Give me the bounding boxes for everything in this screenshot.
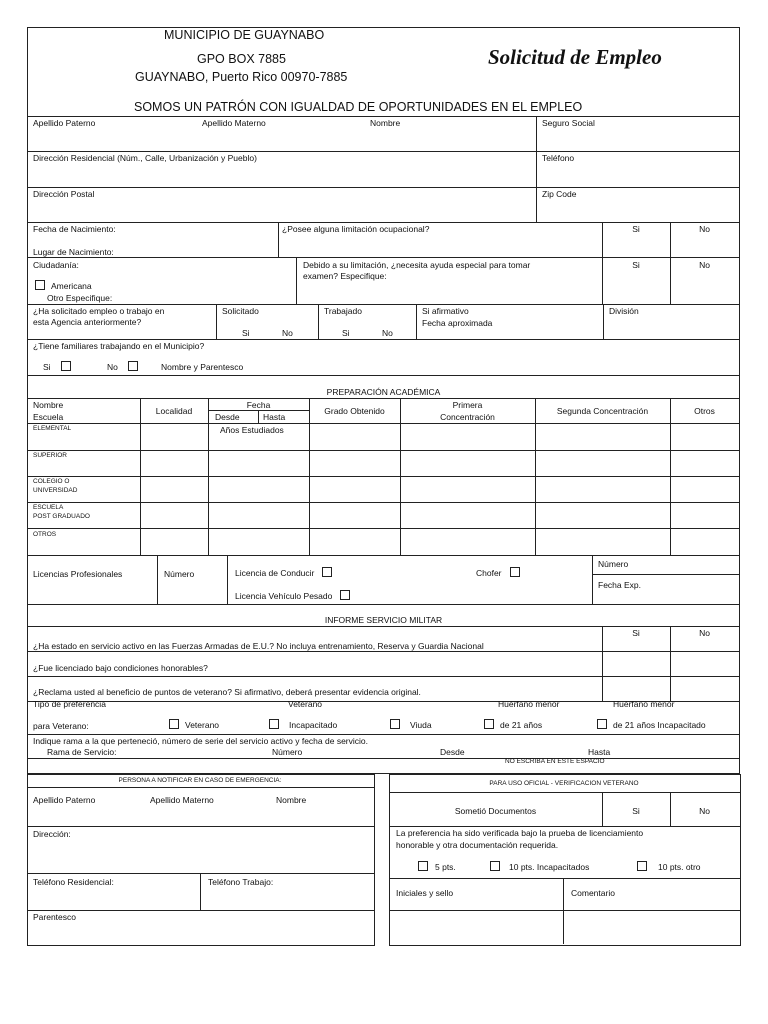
emergency-heading: PERSONA A NOTIFICAR EN CASO DE EMERGENCIA: <box>118 777 282 784</box>
preferencia-verificada-2: honorable y otra documentación requerida. <box>396 840 559 850</box>
col-line <box>140 398 141 555</box>
col-line <box>208 398 209 555</box>
para-veterano-label: para Veterano: <box>33 721 89 731</box>
ayuda-question-2: examen? Especifique: <box>303 271 387 281</box>
pts10-incapacitados-option[interactable] <box>490 861 589 872</box>
col-nombre: Nombre <box>33 400 64 410</box>
row-line <box>27 450 740 451</box>
incapacitado-option[interactable] <box>269 719 337 730</box>
fecha-exp-label: Fecha Exp. <box>598 580 641 590</box>
limitacion-no[interactable]: No <box>699 224 710 234</box>
rama-hasta-label: Hasta <box>588 747 611 757</box>
viuda-label: Viuda <box>410 720 432 730</box>
rama-servicio-label: Rama de Servicio: <box>47 747 117 757</box>
puntos-veterano-question: ¿Reclama usted al beneficio de puntos de veterano? Si afirmativo, deberá presentar evidencia original. <box>33 687 421 697</box>
ayuda-no[interactable]: No <box>699 260 710 270</box>
pts5-label: 5 pts. <box>435 862 456 872</box>
veterano-checkbox[interactable] <box>169 719 179 729</box>
row-line <box>27 873 375 874</box>
trabajado-si[interactable]: Si <box>342 328 350 338</box>
viuda-checkbox[interactable] <box>390 719 400 729</box>
frame-left <box>27 27 28 773</box>
direccion-postal-label: Dirección Postal <box>33 189 95 199</box>
nombre-label: Nombre <box>370 118 401 128</box>
row-post-graduado: POST GRADUADO <box>33 513 90 520</box>
row-line <box>27 676 740 677</box>
col-segunda: Segunda Concentración <box>556 406 649 416</box>
fecha-aproximada-label: Fecha aproximada <box>422 318 493 328</box>
col-grado: Grado Obtenido <box>324 406 385 416</box>
incapacitado-label: Incapacitado <box>289 720 338 730</box>
telefono-label: Teléfono <box>542 153 575 163</box>
military-heading: INFORME SERVICIO MILITAR <box>324 615 443 625</box>
pts10-otro-option[interactable] <box>637 861 701 872</box>
otro-especifique-label: Otro Especifique: <box>47 293 113 303</box>
col-otros: Otros <box>694 406 715 416</box>
official-box <box>389 774 741 946</box>
row-line <box>27 604 740 605</box>
trabajado-label: Trabajado <box>324 306 362 316</box>
military-si[interactable]: Si <box>632 628 640 638</box>
pts10-incapacitados-checkbox[interactable] <box>490 861 500 871</box>
official-si[interactable]: Si <box>632 806 640 816</box>
solicitado-label: Solicitado <box>222 306 259 316</box>
incapacitado-checkbox[interactable] <box>269 719 279 729</box>
solicitado-si[interactable]: Si <box>242 328 250 338</box>
licencia-conducir-checkbox[interactable] <box>322 567 332 577</box>
viuda-option[interactable] <box>390 719 432 730</box>
chofer-checkbox[interactable] <box>510 567 520 577</box>
pts10-otro-label: 10 pts. otro <box>658 862 701 872</box>
row-line <box>27 734 740 735</box>
ciudadania-label: Ciudadanía: <box>33 260 79 270</box>
licencias-profesionales-label: Licencias Profesionales <box>33 569 123 579</box>
org-name: MUNICIPIO DE GUAYNABO <box>164 28 325 42</box>
huerfano-heading: Huérfano menor <box>498 699 560 709</box>
row-line <box>27 116 740 117</box>
rama-numero-label: Número <box>272 747 303 757</box>
col-line <box>200 873 201 910</box>
row-line <box>389 878 740 879</box>
limitacion-question: ¿Posee alguna limitación ocupacional? <box>282 224 430 234</box>
row-superior: SUPERIOR <box>33 452 67 459</box>
row-colegio: COLEGIO O <box>33 478 70 485</box>
col-line <box>670 398 671 555</box>
solicitado-question-1: ¿Ha solicitado empleo o trabajo en <box>33 306 165 316</box>
familiares-si-label: Si <box>43 362 51 372</box>
row-line <box>592 574 740 575</box>
familiares-question: ¿Tiene familiares trabajando en el Municipio? <box>33 341 205 351</box>
row-line <box>27 423 740 424</box>
de21-checkbox[interactable] <box>484 719 494 729</box>
de21-option[interactable] <box>484 719 542 730</box>
row-universidad: UNIVERSIDAD <box>33 487 78 494</box>
licencias-numero-label: Número <box>164 569 195 579</box>
row-line <box>27 626 740 627</box>
col-anos-estudiados: Años Estudiados <box>220 425 284 435</box>
official-heading: PARA USO OFICIAL - VERIFICACION VETERANO <box>489 780 639 787</box>
row-line <box>27 555 740 556</box>
col-line <box>296 257 297 304</box>
row-line <box>27 375 740 376</box>
chofer-label: Chofer <box>476 568 502 578</box>
apellido-paterno-label: Apellido Paterno <box>33 118 96 128</box>
row-line <box>27 528 740 529</box>
comentario-label: Comentario <box>571 888 615 898</box>
de21-incapacitado-option[interactable] <box>597 719 706 730</box>
row-line <box>27 476 740 477</box>
trabajado-no[interactable]: No <box>382 328 393 338</box>
licenciado-honorable-question: ¿Fue licenciado bajo condiciones honorables? <box>33 663 208 673</box>
frame-right <box>739 27 740 773</box>
row-line <box>27 910 375 911</box>
limitacion-si[interactable]: Si <box>632 224 640 234</box>
zip-code-label: Zip Code <box>542 189 577 199</box>
ayuda-si[interactable]: Si <box>632 260 640 270</box>
de21-incapacitado-checkbox[interactable] <box>597 719 607 729</box>
row-line <box>27 826 375 827</box>
row-line <box>27 502 740 503</box>
academic-heading: PREPARACIÓN ACADÉMICA <box>326 387 441 397</box>
emergency-nombre: Nombre <box>276 795 307 805</box>
vehiculo-pesado-option[interactable] <box>235 590 353 601</box>
rama-instructions: Indique rama a la que perteneció, número de serie del servicio activo y fecha de servicio. <box>33 736 368 746</box>
row-line <box>27 339 740 340</box>
row-line <box>27 398 740 399</box>
tipo-preferencia-label: Tipo de preferencia <box>33 699 106 709</box>
familiares-no-label: No <box>107 362 118 372</box>
direccion-residencial-label: Dirección Residencial (Núm., Calle, Urbanización y Pueblo) <box>33 153 257 163</box>
licencia-numero-label: Número <box>598 559 629 569</box>
rama-desde-label: Desde <box>440 747 465 757</box>
col-primera: Primera <box>452 400 483 410</box>
apellido-materno-label: Apellido Materno <box>202 118 266 128</box>
col-escuela: Escuela <box>33 412 64 422</box>
pts10-incapacitados-label: 10 pts. Incapacitados <box>509 862 590 872</box>
pts5-option[interactable] <box>418 861 456 872</box>
equal-opportunity: SOMOS UN PATRÓN CON IGUALDAD DE OPORTUNIDADES EN EL EMPLEO <box>134 100 583 114</box>
col-line <box>318 304 319 339</box>
familiares-no-checkbox[interactable] <box>128 361 138 371</box>
col-desde: Desde <box>215 412 240 422</box>
americana-option[interactable] <box>35 280 92 291</box>
military-no[interactable]: No <box>699 628 710 638</box>
vehiculo-pesado-label: Licencia Vehículo Pesado <box>235 591 333 601</box>
col-fecha: Fecha <box>246 400 271 410</box>
col-line <box>603 304 604 339</box>
preferencia-verificada-1: La preferencia ha sido verificada bajo la prueba de licenciamiento <box>396 828 644 838</box>
row-line <box>27 758 740 759</box>
col-line <box>216 304 217 339</box>
lugar-nacimiento-label: Lugar de Nacimiento: <box>33 247 114 257</box>
col-line <box>309 398 310 555</box>
servicio-activo-question: ¿Ha estado en servicio activo en las Fuerzas Armadas de E.U.? No incluya entrenamiento, Reserva y Guardia Nacional <box>33 641 484 651</box>
row-line <box>27 651 740 652</box>
row-elemental: ELEMENTAL <box>33 425 72 432</box>
familiares-si-option[interactable] <box>43 361 74 372</box>
veterano-option[interactable] <box>169 719 219 730</box>
de21-label: de 21 años <box>500 720 543 730</box>
form-title: Solicitud de Empleo <box>488 45 662 69</box>
row-line <box>27 257 740 258</box>
col-primera-concentracion: Concentración <box>440 412 495 422</box>
veterano-heading: Veterano <box>288 699 323 709</box>
row-line <box>27 304 740 305</box>
iniciales-sello-label: Iniciales y sello <box>396 888 454 898</box>
seguro-social-label: Seguro Social <box>542 118 595 128</box>
col-line <box>592 555 593 604</box>
col-line <box>227 555 228 604</box>
row-line <box>389 826 740 827</box>
row-line <box>389 910 740 911</box>
row-otros: OTROS <box>33 531 57 538</box>
nombre-parentesco-label: Nombre y Parentesco <box>161 362 244 372</box>
frame-top <box>27 27 740 28</box>
americana-label: Americana <box>51 281 92 291</box>
de21-incapacitado-label: de 21 años Incapacitado <box>613 720 706 730</box>
licencia-conducir-option[interactable] <box>235 567 335 578</box>
col-line <box>157 555 158 604</box>
col-line <box>416 304 417 339</box>
huerfano-heading-2: Huérfano menor <box>613 699 675 709</box>
emergency-apellido-materno: Apellido Materno <box>150 795 214 805</box>
po-box: GPO BOX 7885 <box>197 52 286 66</box>
ayuda-question-1: Debido a su limitación, ¿necesita ayuda especial para tomar <box>303 260 531 270</box>
americana-checkbox[interactable] <box>35 280 45 290</box>
no-escriba-note: NO ESCRIBA EN ESTE ESPACIO <box>505 758 605 765</box>
col-line <box>535 398 536 555</box>
row-line <box>27 187 740 188</box>
fecha-subdivider <box>258 410 259 423</box>
row-line <box>27 787 375 788</box>
emergency-parentesco: Parentesco <box>33 912 76 922</box>
col-localidad: Localidad <box>155 406 193 416</box>
licencia-conducir-label: Licencia de Conducir <box>235 568 315 578</box>
row-line <box>27 222 740 223</box>
emergency-direccion: Dirección: <box>33 829 71 839</box>
solicitado-question-2: esta Agencia anteriormente? <box>33 317 142 327</box>
si-afirmativo-label: Si afirmativo <box>422 306 469 316</box>
col-line <box>278 222 279 257</box>
fecha-nacimiento-label: Fecha de Nacimiento: <box>33 224 116 234</box>
row-escuela: ESCUELA <box>33 504 64 511</box>
col-hasta: Hasta <box>263 412 286 422</box>
chofer-option[interactable] <box>476 567 523 578</box>
pts5-checkbox[interactable] <box>418 861 428 871</box>
col-line <box>563 878 564 944</box>
emergency-telefono-residencial: Teléfono Residencial: <box>33 877 114 887</box>
solicitado-no[interactable]: No <box>282 328 293 338</box>
familiares-si-checkbox[interactable] <box>61 361 71 371</box>
division-label: División <box>609 306 639 316</box>
emergency-apellido-paterno: Apellido Paterno <box>33 795 96 805</box>
city-line: GUAYNABO, Puerto Rico 00970-7885 <box>135 70 348 84</box>
row-line <box>27 151 740 152</box>
row-line <box>389 792 740 793</box>
official-no[interactable]: No <box>699 806 710 816</box>
sometio-documentos-label: Sometió Documentos <box>454 806 537 816</box>
vehiculo-pesado-checkbox[interactable] <box>340 590 350 600</box>
emergency-telefono-trabajo: Teléfono Trabajo: <box>208 877 274 887</box>
familiares-no-option[interactable] <box>107 361 141 372</box>
pts10-otro-checkbox[interactable] <box>637 861 647 871</box>
col-line <box>536 116 537 222</box>
veterano-label: Veterano <box>185 720 220 730</box>
